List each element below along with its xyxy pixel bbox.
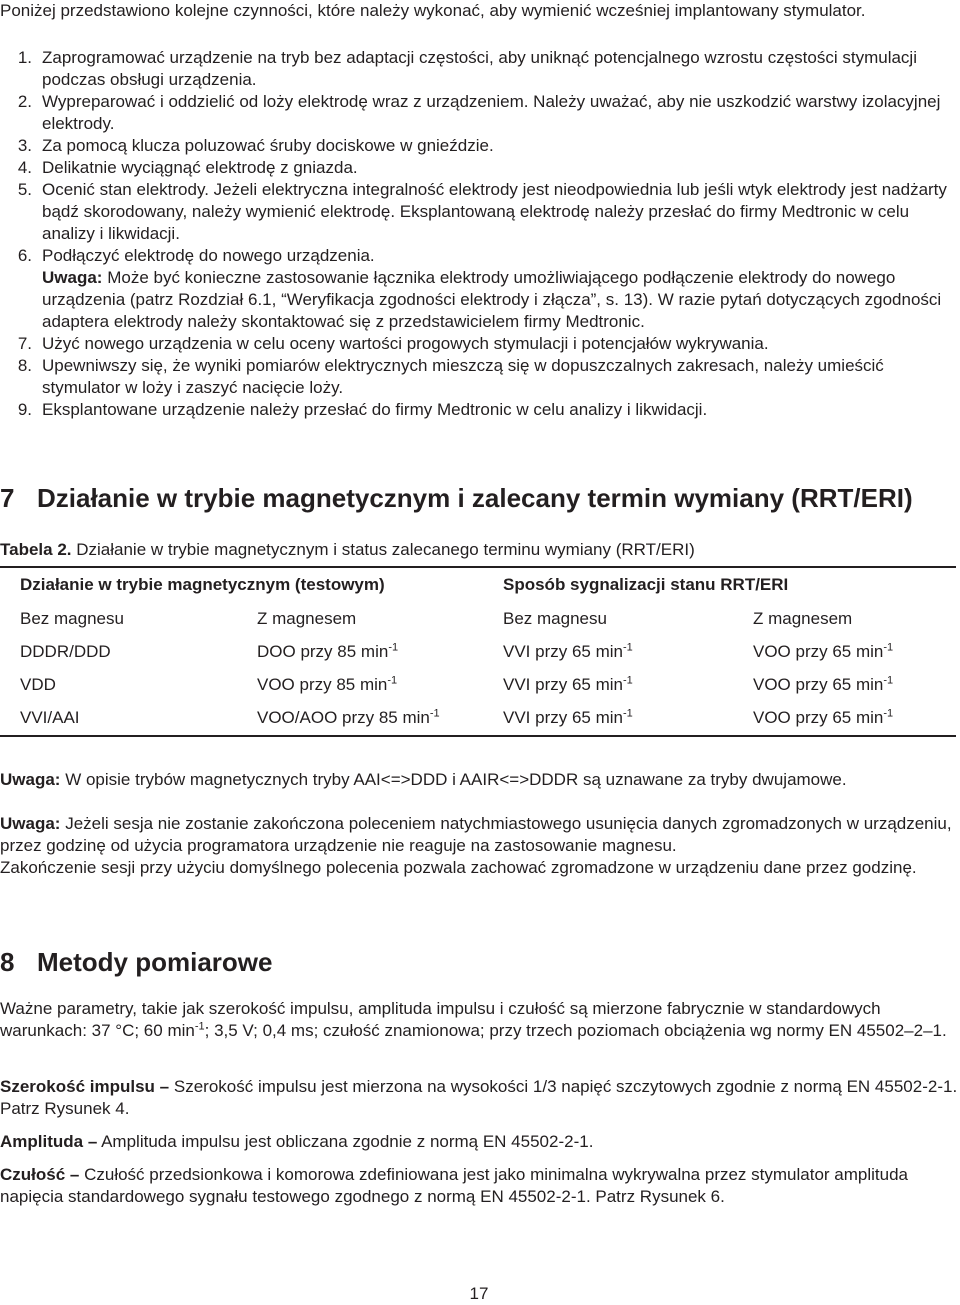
table-subheader-row [0,602,956,635]
cell-value: VOO przy 85 min [257,674,388,694]
intro-paragraph: Poniżej przedstawiono kolejne czynności, które należy wykonać, aby wymienić wcześniej implantowany stymulator. [0,1,866,20]
unit-superscript: -1 [623,673,633,686]
list-item [0,355,956,399]
section-8-heading [0,947,272,977]
table-cell: VDD [20,674,56,694]
step-text: Upewniwszy się, że wyniki pomiarów elektrycznych mieszczą się w dopuszczalnych zakresach, należy umieścić stymulator w loży i zaszyć nacięcie loży. [42,356,884,397]
step-number: 8. [17,356,32,375]
table-caption-text: Działanie w trybie magnetycznym i status zalecanego terminu wymiany (RRT/ERI) [76,540,695,559]
section-title: Metody pomiarowe [37,947,273,977]
note-label: Uwaga: [42,268,103,287]
list-item [0,399,956,421]
cell-value: VVI przy 65 min [503,641,623,661]
table-cell: DDDR/DDD [20,641,111,661]
cell-value: VVI przy 65 min [503,674,623,694]
step-text: Eksplantowane urządzenie należy przesłać do firmy Medtronic w celu analizy i likwidacji. [42,400,708,419]
table-cell: Z magnesem [257,608,357,628]
list-item [0,157,956,179]
list-item [0,91,956,135]
list-item [0,333,956,355]
unit-superscript: -1 [387,673,398,686]
table-cell: Bez magnesu [503,608,607,628]
step-text: Ocenić stan elektrody. Jeżeli elektryczna integralność elektrody jest nieodpowiednia lub jeśli wtyk elektrody jest nadżarty bądź skorodowany, należy wymienić elektrodę. Eksplantowaną elektrodę należy przesłać do firmy Medtronic w celu analizy i likwidacji. [42,180,947,243]
note-label: Uwaga: [0,814,61,833]
step-number: 2. [17,92,32,111]
table-cell [237,635,483,668]
cell-value: VOO przy 65 min [753,641,884,661]
step-text: Użyć nowego urządzenia w celu oceny wartości progowych stymulacji i potencjałów wykrywania. [42,334,769,353]
table-cell [483,668,733,701]
table-cell: VVI/AAI [0,701,237,736]
step-number: 4. [17,158,32,177]
table-cell [733,668,956,701]
list-item [0,245,956,267]
section-number: 7 [0,483,15,513]
cell-value: DOO przy 85 min [257,641,389,661]
unit-superscript: -1 [623,707,633,720]
cell-value: VVI przy 65 min [503,708,623,727]
note-extra-paragraph: Zakończenie sesji przy użyciu domyślnego polecenia pozwala zachować zgromadzone w urządzeniu dane przez godzinę. [0,858,917,877]
table-cell [237,668,483,701]
unit-superscript: -1 [388,640,399,653]
definition-term: Szerokość impulsu – [0,1077,170,1096]
table-row [0,668,956,701]
step-number: 6. [17,246,32,265]
section-title: Działanie w trybie magnetycznym i zalecany termin wymiany (RRT/ERI) [37,483,913,513]
table-caption [0,539,956,561]
definition-pulse-width [0,1076,958,1120]
note-label: Uwaga: [0,770,61,789]
note-session [0,813,958,879]
table-cell: Bez magnesu [20,608,124,628]
unit-superscript: -1 [883,673,894,686]
definition-term: Czułość – [0,1165,80,1184]
unit-superscript: -1 [194,1020,205,1033]
unit-superscript: -1 [883,640,894,653]
definition-term: Amplituda – [0,1132,98,1151]
list-item [0,179,956,245]
definition-amplitude [0,1131,958,1153]
definition-text: Czułość przedsionkowa i komorowa zdefiniowana jest jako minimalna wykrywalna przez stymulator amplituda napięcia standardowego sygnału testowego zgodnego z normą EN 45502-2-1. Patrz Rysunek 6. [0,1165,908,1206]
params-text: Ważne parametry, takie jak szerokość impulsu, amplituda impulsu i czułość są mierzone fabrycznie w standardowych warunkach: 37 °C; 60 min [0,999,881,1040]
list-item [0,47,956,91]
table-cell [483,701,733,736]
table-caption-label: Tabela 2. [0,540,72,559]
note-paragraph [0,813,958,857]
replacement-steps-list [0,47,956,421]
step-text: Delikatnie wyciągnąć elektrodę z gniazda. [42,158,358,177]
unit-superscript: -1 [623,640,633,653]
table-cell [733,701,956,736]
step-note [0,267,956,333]
note-text: Jeżeli sesja nie zostanie zakończona poleceniem natychmiastowego usunięcia danych zgromadzonych w urządzeniu, przez godzinę od użycia programatora urządzenie nie reaguje na zastosowanie magnesu. [0,814,952,855]
note-text: W opisie trybów magnetycznych tryby AAI<=>DDD i AAIR<=>DDDR są uznawane za tryby dwujamowe. [65,770,847,789]
table-header-cell: Działanie w trybie magnetycznym (testowym) [0,567,483,602]
table-cell [237,701,483,736]
section-7-heading [0,483,913,513]
table-header-row [0,567,956,602]
table-header-cell: Sposób sygnalizacji stanu RRT/ERI [483,567,956,602]
table-row [0,635,956,668]
unit-superscript: -1 [883,707,894,720]
step-text: Podłączyć elektrodę do nowego urządzenia. [42,246,375,265]
params-text: ; 3,5 V; 0,4 ms; czułość znamionowa; przy trzech poziomach obciążenia wg normy EN 45502–2–1. [204,1021,947,1040]
section-number: 8 [0,947,15,977]
list-item [0,135,956,157]
step-number: 9. [17,400,32,419]
params-paragraph [0,998,958,1042]
table-row [0,701,956,736]
cell-value: VOO przy 65 min [753,708,884,727]
step-text: Wypreparować i oddzielić od loży elektrodę wraz z urządzeniem. Należy uważać, aby nie uszkodzić warstwy izolacyjnej elektrody. [42,92,941,133]
step-number: 7. [17,334,32,353]
definition-text: Amplituda impulsu jest obliczana zgodnie z normą EN 45502-2-1. [101,1132,594,1151]
magnet-mode-table [0,566,956,737]
step-text: Za pomocą klucza poluzować śruby dociskowe w gnieździe. [42,136,494,155]
note-text: Może być konieczne zastosowanie łącznika elektrody umożliwiającego podłączenie elektrody do nowego urządzenia (patrz Rozdział 6.1, “Weryfikacja zgodności elektrody i złącza”, s. 13). W razie pytań dotyczących zgodności adaptera elektrody należy skontaktować się z przedstawicielem firmy Medtronic. [42,268,942,331]
step-text: Zaprogramować urządzenie na tryb bez adaptacji częstości, aby uniknąć potencjalnego wzrostu częstości stymulacji podczas obsługi urządzenia. [42,48,917,89]
page-number: 17 [469,1284,489,1303]
step-number: 5. [17,180,32,199]
table-cell [733,635,956,668]
step-number: 1. [17,48,32,67]
definition-text: Szerokość impulsu jest mierzona na wysokości 1/3 napięć szczytowych zgodnie z normą EN 45502-2-1. Patrz Rysunek 4. [0,1077,958,1118]
cell-value: VOO przy 65 min [753,674,884,694]
table-cell [483,635,733,668]
definition-sensitivity [0,1164,958,1208]
step-number: 3. [17,136,32,155]
unit-superscript: -1 [429,707,440,720]
note-magnet-modes [0,769,958,791]
table-cell: Z magnesem [753,608,853,628]
cell-value: VOO/AOO przy 85 min [257,708,430,727]
